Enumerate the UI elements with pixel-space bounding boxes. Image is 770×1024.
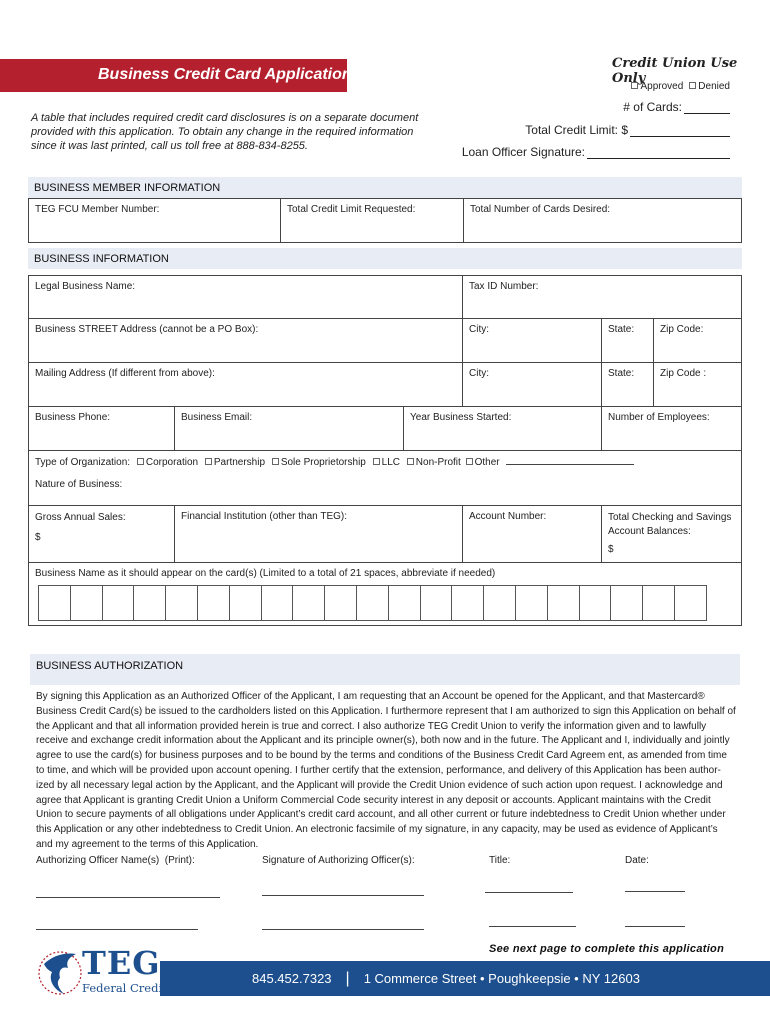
- footer-phone: 845.452.7323: [252, 971, 332, 986]
- other-label: Other: [474, 457, 500, 468]
- total-credit-limit-line: [525, 123, 730, 137]
- section-member-info: BUSINESS MEMBER INFORMATION: [28, 177, 742, 198]
- char-box[interactable]: [70, 585, 103, 621]
- char-box[interactable]: [610, 585, 643, 621]
- officer-name-input-1[interactable]: [36, 897, 220, 898]
- state-field[interactable]: State:: [602, 319, 654, 363]
- char-box[interactable]: [356, 585, 389, 621]
- char-box[interactable]: [165, 585, 198, 621]
- corporation-checkbox[interactable]: [137, 458, 144, 465]
- char-box[interactable]: [197, 585, 230, 621]
- total-credit-limit-label: Total Credit Limit: $: [525, 123, 628, 137]
- char-box[interactable]: [261, 585, 294, 621]
- account-balances-dollar: $: [608, 544, 614, 555]
- mailing-state-field[interactable]: State:: [602, 363, 654, 407]
- char-box[interactable]: [674, 585, 707, 621]
- city-field[interactable]: City:: [463, 319, 602, 363]
- intro-disclosure-text: A table that includes required credit card disclosures is on a separate document provided with this application. To obtain any change in the required information since it was last printed, call us toll free at 888-834-8255.: [31, 112, 419, 152]
- char-box[interactable]: [579, 585, 612, 621]
- sole-proprietorship-checkbox[interactable]: [272, 458, 279, 465]
- num-cards-input[interactable]: [684, 102, 730, 114]
- loan-officer-signature-line: [462, 145, 730, 159]
- print-text: (Print):: [164, 855, 195, 866]
- char-box[interactable]: [642, 585, 675, 621]
- partnership-checkbox[interactable]: [205, 458, 212, 465]
- non-profit-label: Non-Profit: [415, 457, 461, 468]
- approved-checkbox[interactable]: [631, 82, 638, 89]
- date-label: Date:: [625, 855, 649, 866]
- footer-contact-bar: [160, 961, 770, 996]
- logo-wordmark: TEG: [82, 944, 161, 982]
- other-checkbox[interactable]: [466, 458, 473, 465]
- logo-subtitle: Federal Credit Union: [82, 981, 206, 995]
- loan-officer-signature-input[interactable]: [587, 147, 730, 159]
- title-input-1[interactable]: [485, 892, 573, 893]
- account-number-field[interactable]: Account Number:: [463, 506, 602, 563]
- business-email-field[interactable]: Business Email:: [175, 407, 404, 451]
- member-info-grid: [28, 198, 742, 243]
- signature-input-2[interactable]: [262, 929, 424, 930]
- char-box[interactable]: [38, 585, 71, 621]
- member-number-field[interactable]: TEG FCU Member Number:: [29, 199, 281, 242]
- signature-label: Signature of Authorizing Officer(s):: [262, 855, 415, 866]
- sole-proprietorship-label: Sole Proprietorship: [280, 457, 366, 468]
- zip-code-field[interactable]: Zip Code:: [654, 319, 741, 363]
- title-input-2[interactable]: [489, 926, 576, 927]
- officer-name-input-2[interactable]: [36, 929, 198, 930]
- approval-status: [631, 81, 730, 92]
- char-box[interactable]: [292, 585, 325, 621]
- org-type-label: Type of Organization:: [35, 457, 131, 468]
- gross-sales-dollar: $: [35, 532, 41, 543]
- char-box[interactable]: [483, 585, 516, 621]
- char-box[interactable]: [102, 585, 135, 621]
- other-input[interactable]: [506, 457, 634, 465]
- char-box[interactable]: [420, 585, 453, 621]
- financial-institution-field[interactable]: Financial Institution (other than TEG):: [175, 506, 463, 563]
- officer-name-label: [36, 855, 195, 866]
- corporation-label: Corporation: [145, 457, 199, 468]
- account-balances-label: Total Checking and Savings Account Balances:: [608, 512, 732, 537]
- account-balances-field[interactable]: [602, 506, 741, 563]
- section-business-info: BUSINESS INFORMATION: [28, 248, 742, 269]
- approved-option[interactable]: [631, 81, 683, 92]
- tax-id-field[interactable]: Tax ID Number:: [463, 276, 741, 319]
- non-profit-checkbox[interactable]: [407, 458, 414, 465]
- organization-type-block: [29, 451, 741, 506]
- credit-union-use-heading: Credit Union Use Only: [612, 56, 738, 86]
- title-label: Title:: [489, 855, 511, 866]
- char-box[interactable]: [388, 585, 421, 621]
- char-box[interactable]: [451, 585, 484, 621]
- llc-checkbox[interactable]: [373, 458, 380, 465]
- char-box[interactable]: [133, 585, 166, 621]
- partnership-label: Partnership: [213, 457, 266, 468]
- approved-label: Approved: [640, 81, 684, 92]
- footer-separator: |: [345, 969, 350, 987]
- total-credit-limit-input[interactable]: [630, 125, 730, 137]
- date-input-2[interactable]: [625, 926, 685, 927]
- mailing-address-field[interactable]: Mailing Address (If different from above):: [29, 363, 463, 407]
- cards-desired-field[interactable]: Total Number of Cards Desired:: [470, 204, 611, 215]
- eagle-logo-icon: [38, 946, 84, 998]
- page-title: Business Credit Card Application: [98, 66, 352, 83]
- street-address-field[interactable]: Business STREET Address (cannot be a PO Box):: [29, 319, 463, 363]
- mailing-city-field[interactable]: City:: [463, 363, 602, 407]
- mailing-zip-field[interactable]: Zip Code :: [654, 363, 741, 407]
- denied-label: Denied: [698, 81, 730, 92]
- legal-name-field[interactable]: Legal Business Name:: [29, 276, 463, 319]
- card-name-character-boxes: [38, 585, 706, 621]
- credit-limit-requested-field[interactable]: Total Credit Limit Requested:: [281, 199, 464, 242]
- section-authorization: BUSINESS AUTHORIZATION: [30, 654, 740, 685]
- char-box[interactable]: [324, 585, 357, 621]
- char-box[interactable]: [515, 585, 548, 621]
- authorization-text: By signing this Application as an Authorized Officer of the Applicant, I am requesting that an Account be opened for the Applicant, and that Mastercard® Business Credit Card(s) be issued to the cardholders listed on this Application. I furthermore represent that I am authorized to sign this Application on behalf of the Applicant and that all information provided herein is true and correct. I also authorize TEG Credit Union to verify the information given and to lawfully receive and exchange credit information about the Applicant and its principle owner(s), both now and in the future. The Applicant and I, individually and jointly agree to use the card(s) for business purposes and to be bound by the terms and conditions of the Business Credit Card Agreem ent, as amended from time to time, and which will be provided upon account opening. I further certify that the extension, performance, and delivery of this Application has been author-ized by all necessary legal action by the Applicant, and the Applicant will provide the Credit Union evidence of such action upon request. I acknowledge and agree that Applicant is granting Credit Union a Uniform Commercial Code security interest in any deposit or accounts. Applicant maintains with the Credit Union to secure payments of all obligations under Applicant’s credit card account, and all other current or future indebtedness to Credit Union whether under this Application or any other indebtedness to Credit Union. An electronic facsimile of my signature, in any capacity, may be used as evidence of Applicant’s and my agreement to the terms of this Application.: [36, 691, 736, 850]
- date-input-1[interactable]: [625, 891, 685, 892]
- num-cards-line: [623, 100, 730, 114]
- denied-option[interactable]: [689, 81, 730, 92]
- card-name-label: Business Name as it should appear on the card(s) (Limited to a total of 21 spaces, abbreviate if needed): [35, 568, 496, 579]
- business-phone-field[interactable]: Business Phone:: [29, 407, 175, 451]
- char-box[interactable]: [229, 585, 262, 621]
- see-next-page-note: See next page to complete this application: [489, 943, 725, 955]
- signature-input-1[interactable]: [262, 895, 424, 896]
- nature-of-business-field[interactable]: Nature of Business:: [35, 479, 123, 490]
- char-box[interactable]: [547, 585, 580, 621]
- gross-sales-label: Gross Annual Sales:: [35, 512, 126, 523]
- organization-type-row: [35, 452, 735, 474]
- footer-address: 1 Commerce Street • Poughkeepsie • NY 12603: [363, 971, 640, 986]
- officer-name-text: Authorizing Officer Name(s): [36, 855, 160, 866]
- employees-field[interactable]: Number of Employees:: [602, 407, 741, 451]
- loan-officer-signature-label: Loan Officer Signature:: [461, 145, 585, 159]
- num-cards-label: # of Cards:: [623, 100, 682, 114]
- gross-sales-field[interactable]: [29, 506, 175, 563]
- denied-checkbox[interactable]: [689, 82, 696, 89]
- year-started-field[interactable]: Year Business Started:: [404, 407, 602, 451]
- business-info-grid: [28, 275, 742, 626]
- llc-label: LLC: [381, 457, 400, 468]
